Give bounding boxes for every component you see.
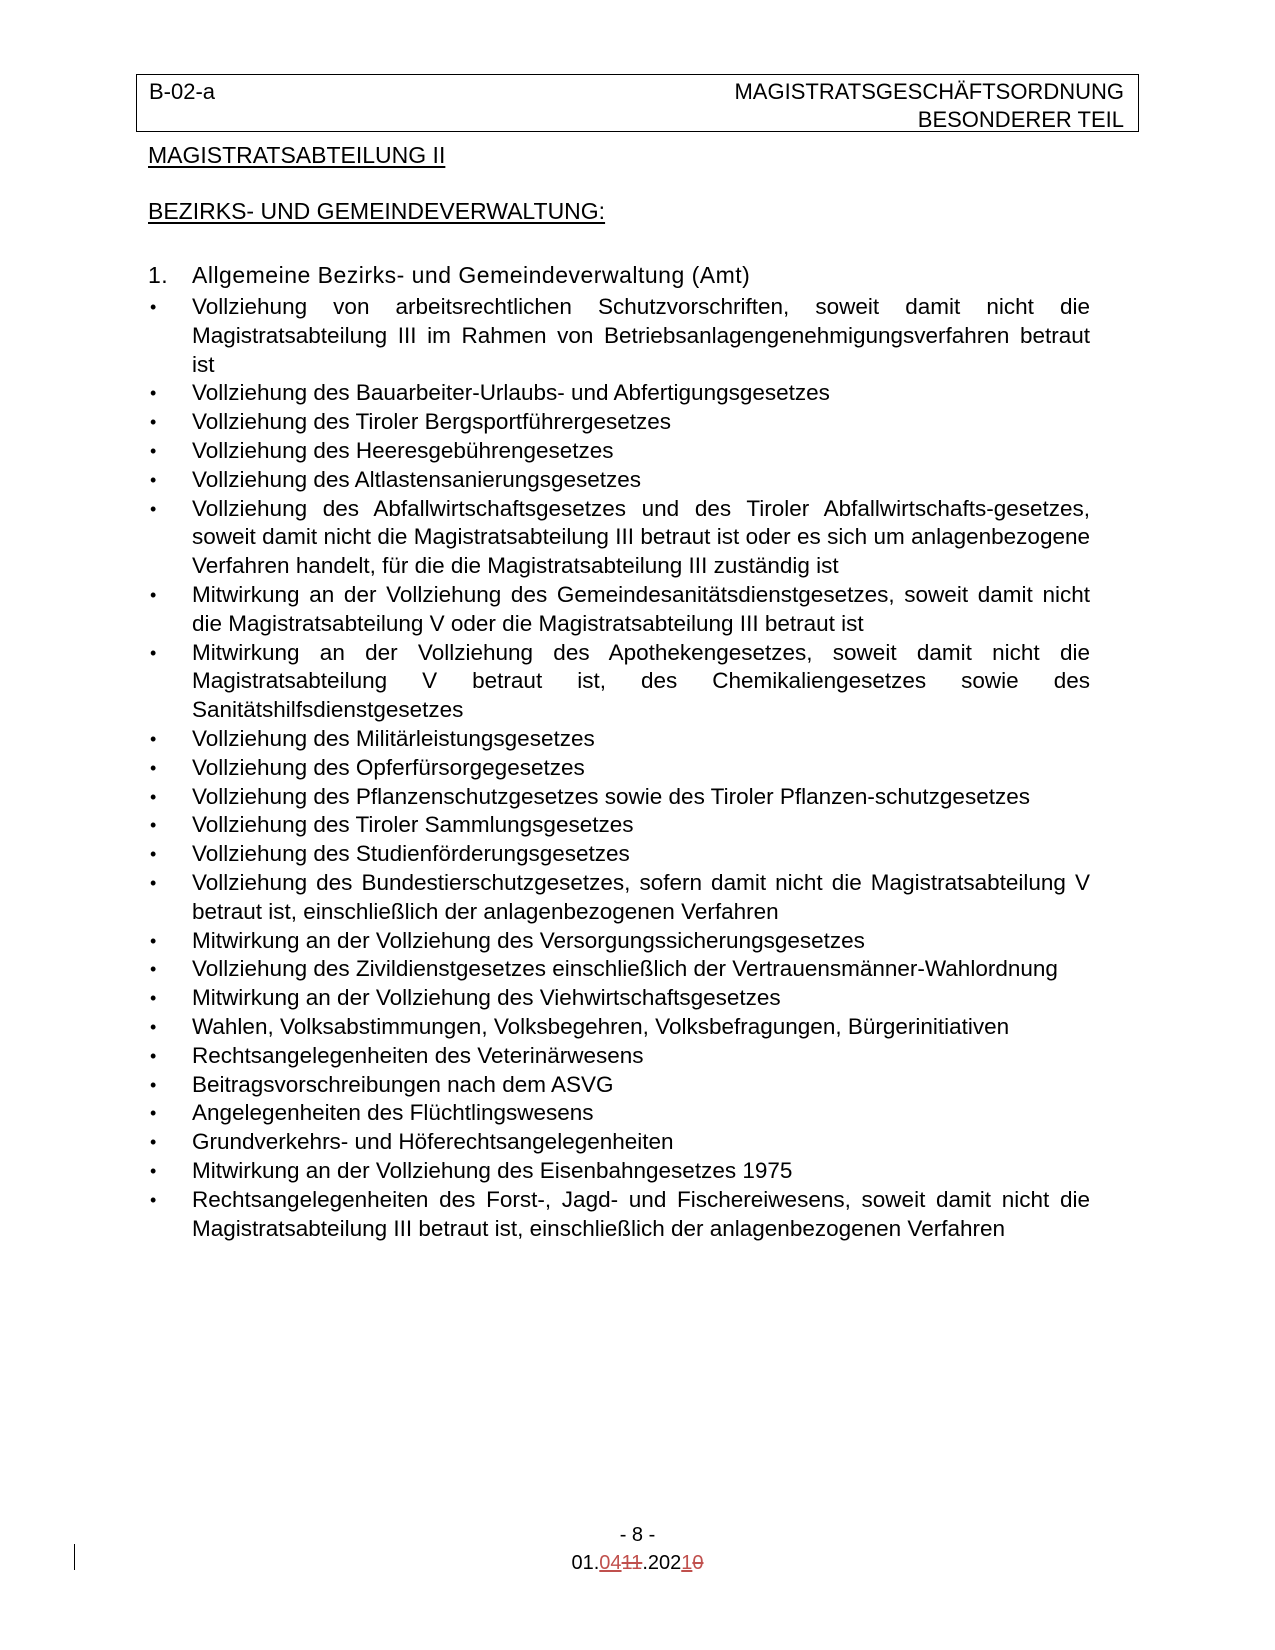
bullet-icon: • <box>150 844 157 865</box>
list-item-text: Vollziehung des Tiroler Sammlungsgesetzes <box>192 812 634 838</box>
list-item-text: Vollziehung des Pflanzenschutzgesetzes sowie des Tiroler Pflanzen-schutzgesetzes <box>192 783 1030 809</box>
section-number: 1. <box>148 262 169 288</box>
list-item-text: Vollziehung des Zivildienstgesetzes einschließlich der Vertrauensmänner-Wahlordnung <box>192 956 1058 982</box>
list-item <box>148 754 1090 783</box>
document-code: B-02-a <box>149 79 216 104</box>
bullet-icon: • <box>150 412 157 433</box>
bullet-icon: • <box>150 872 157 893</box>
list-item <box>148 1013 1090 1042</box>
list-item <box>148 725 1090 754</box>
bullet-icon: • <box>150 1103 157 1124</box>
date-day: 01. <box>571 1552 600 1574</box>
area-heading: BEZIRKS- UND GEMEINDEVERWALTUNG: <box>148 198 606 224</box>
list-item <box>148 840 1090 869</box>
bullet-icon: • <box>150 1189 157 1210</box>
bullet-icon: • <box>150 728 157 749</box>
bullet-icon: • <box>150 757 157 778</box>
document-header <box>136 74 1139 132</box>
list-item-text: Vollziehung des Studienförderungsgesetzes <box>192 841 630 867</box>
bullet-icon: • <box>150 988 157 1009</box>
bullet-icon: • <box>150 1074 157 1095</box>
list-item-text: Beitragsvorschreibungen nach dem ASVG <box>192 1071 614 1097</box>
list-item <box>148 1157 1090 1186</box>
section-title <box>148 262 750 289</box>
page-number: - 8 - <box>619 1524 656 1546</box>
list-item-text: Mitwirkung an der Vollziehung des Viehwirtschaftsgesetzes <box>192 985 781 1011</box>
list-item-text: Mitwirkung an der Vollziehung des Versorgungssicherungsgesetzes <box>192 927 865 953</box>
list-item <box>148 495 1090 581</box>
list-item <box>148 379 1090 408</box>
list-item-text: Vollziehung des Opferfürsorgegesetzes <box>192 754 585 780</box>
bullet-icon: • <box>150 642 157 663</box>
list-item <box>148 955 1090 984</box>
list-item-text: Rechtsangelegenheiten des Veterinärwesens <box>192 1042 644 1068</box>
list-item <box>148 466 1090 495</box>
bullet-icon: • <box>150 930 157 951</box>
list-item-text: Vollziehung des Altlastensanierungsgesetzes <box>192 466 642 492</box>
bullet-icon: • <box>150 584 157 605</box>
date-month-inserted: 04 <box>599 1552 622 1574</box>
list-item-text: Mitwirkung an der Vollziehung des Apothekengesetzes, soweit damit nicht die Magistratsabteilung V betraut ist, des Chemikaliengesetzes sowie des Sanitätshilfsdienstgesetzes <box>192 639 1090 723</box>
list-item <box>148 639 1090 725</box>
list-item <box>148 1071 1090 1100</box>
list-item <box>148 581 1090 639</box>
date-year-deleted: 0 <box>692 1552 704 1574</box>
list-item <box>148 1128 1090 1157</box>
bullet-icon: • <box>150 959 157 980</box>
date-separator: . <box>642 1552 648 1574</box>
bullet-icon: • <box>150 440 157 461</box>
list-item <box>148 927 1090 956</box>
change-bar <box>74 1544 75 1570</box>
list-item-text: Vollziehung des Heeresgebührengesetzes <box>192 437 614 463</box>
bullet-icon: • <box>150 297 157 317</box>
list-item-text: Vollziehung des Bundestierschutzgesetzes, sofern damit nicht die Magistratsabteilung V betraut ist, einschließlich der anlagenbezogenen Verfahren <box>192 869 1090 924</box>
bullet-icon: • <box>150 1045 157 1066</box>
list-item <box>148 984 1090 1013</box>
list-item-text: Vollziehung des Militärleistungsgesetzes <box>192 725 595 751</box>
list-item <box>148 1099 1090 1128</box>
bullet-icon: • <box>150 469 157 490</box>
document-title <box>734 78 1124 134</box>
list-item <box>148 811 1090 840</box>
document-title-line1: MAGISTRATSGESCHÄFTSORDNUNG <box>734 79 1124 104</box>
date-year-inserted: 1 <box>681 1552 693 1574</box>
bullet-icon: • <box>150 786 157 807</box>
date-year-prefix: 202 <box>647 1552 682 1574</box>
bullet-icon: • <box>150 383 157 404</box>
list-item-text: Mitwirkung an der Vollziehung des Eisenbahngesetzes 1975 <box>192 1157 793 1183</box>
date-month-deleted: 11 <box>621 1552 643 1574</box>
bullet-icon: • <box>150 1016 157 1037</box>
list-item <box>148 437 1090 466</box>
list-item <box>148 293 1090 379</box>
bullet-icon: • <box>150 498 157 519</box>
list-item-text: Vollziehung des Bauarbeiter-Urlaubs- und Abfertigungsgesetzes <box>192 380 830 406</box>
document-title-line2: BESONDERER TEIL <box>917 107 1124 132</box>
list-item-text: Grundverkehrs- und Höferechtsangelegenheiten <box>192 1129 674 1155</box>
list-item <box>148 869 1090 927</box>
list-item <box>148 1042 1090 1071</box>
list-item-text: Angelegenheiten des Flüchtlingswesens <box>192 1100 594 1126</box>
list-item <box>148 1186 1090 1244</box>
list-item <box>148 408 1090 437</box>
revision-date <box>0 1552 1275 1575</box>
bullet-icon: • <box>150 1132 157 1153</box>
list-item-text: Vollziehung des Tiroler Bergsportführergesetzes <box>192 409 672 435</box>
bullet-icon: • <box>150 815 157 836</box>
list-item-text: Mitwirkung an der Vollziehung des Gemeindesanitätsdienstgesetzes, soweit damit nicht die Magistratsabteilung V oder die Magistratsabteilung III betraut ist <box>192 581 1090 636</box>
list-item-text: Vollziehung von arbeitsrechtlichen Schutzvorschriften, soweit damit nicht die Magistratsabteilung III im Rahmen von Betriebsanlagengenehmigungsverfahren betraut ist <box>192 294 1090 377</box>
section-title-text: Allgemeine Bezirks- und Gemeindeverwaltung (Amt) <box>192 262 751 288</box>
bullet-icon: • <box>150 1160 157 1181</box>
list-item-text: Vollziehung des Abfallwirtschaftsgesetzes und des Tiroler Abfallwirtschafts-gesetzes, soweit damit nicht die Magistratsabteilung III betraut ist oder es sich um anlagenbezogene Verfahren handelt, für die die Magistratsabteilung III zuständig ist <box>192 495 1090 579</box>
department-heading: MAGISTRATSABTEILUNG II <box>148 142 446 168</box>
list-item <box>148 783 1090 812</box>
list-item-text: Wahlen, Volksabstimmungen, Volksbegehren, Volksbefragungen, Bürgerinitiativen <box>192 1013 1010 1039</box>
list-item-text: Rechtsangelegenheiten des Forst-, Jagd- und Fischereiwesens, soweit damit nicht die Magistratsabteilung III betraut ist, einschließlich der anlagenbezogenen Verfahren <box>192 1186 1090 1241</box>
responsibility-list <box>148 293 1090 1243</box>
